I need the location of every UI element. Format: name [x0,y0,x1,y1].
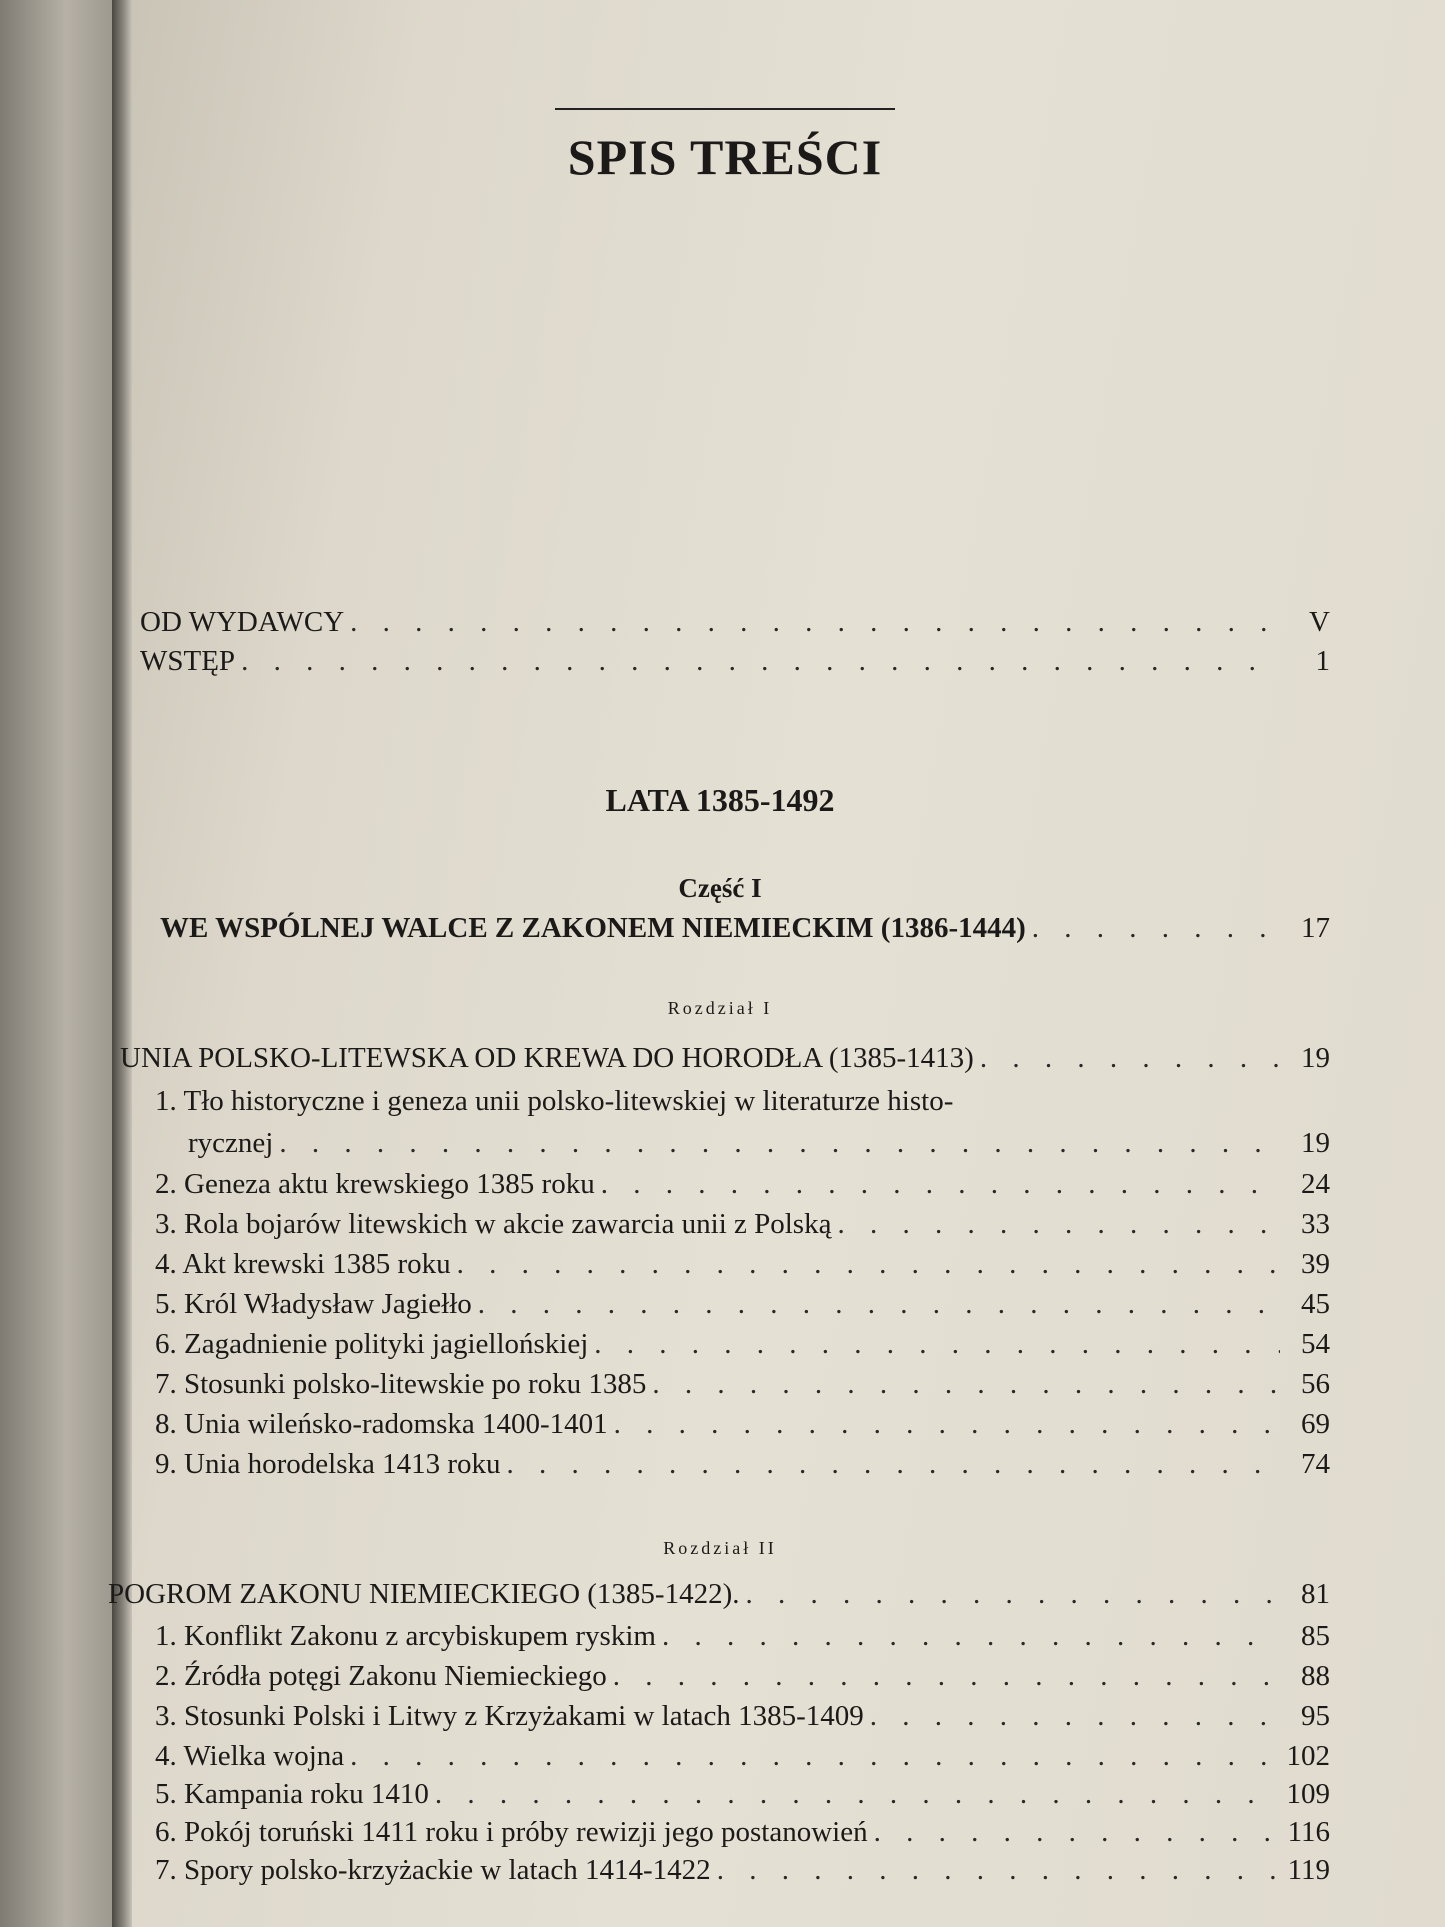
leader-dots [457,1248,1280,1281]
toc-item-page: 109 [1286,1778,1330,1810]
toc-entry-page: 1 [1315,645,1330,677]
chapter-label: Rozdział I [667,998,773,1018]
leader-dots [350,606,1280,639]
leader-dots [614,1408,1280,1441]
toc-item [155,1288,1330,1321]
toc-item-page: 119 [1287,1854,1330,1886]
chapter-heading-page: 19 [1301,1042,1330,1074]
chapter-label: Rozdział II [663,1538,777,1558]
toc-entry-page: V [1309,606,1330,638]
toc-item-page: 74 [1301,1448,1330,1480]
chapter-heading-page: 81 [1301,1578,1330,1610]
leader-dots [478,1288,1280,1321]
toc-entry-label: WSTĘP [140,645,236,677]
part-label: Część I [678,873,762,903]
leader-dots [594,1328,1280,1361]
chapter-heading [108,1578,1330,1611]
leader-dots [613,1660,1280,1693]
toc-item-label: 3. Stosunki Polski i Litwy z Krzyżakami w latach 1385-1409 [155,1700,864,1732]
toc-item [155,1248,1330,1281]
toc-item-label: 5. Kampania roku 1410 [155,1778,429,1810]
toc-item-page: 39 [1301,1248,1330,1280]
toc-item [155,1816,1330,1849]
leader-dots [717,1854,1280,1887]
toc-item [155,1448,1330,1481]
leader-dots [279,1127,1280,1160]
toc-item-label: 7. Stosunki polsko-litewskie po roku 1385 [155,1368,647,1400]
toc-entry-label: OD WYDAWCY [140,606,345,638]
toc-item [155,1778,1330,1811]
chapter-heading-title: POGROM ZAKONU NIEMIECKIEGO (1385-1422). [108,1578,740,1610]
leader-dots [870,1700,1280,1733]
chapter-heading [120,1042,1330,1075]
toc-entry-wstep [140,645,1330,678]
toc-item-page: 85 [1301,1620,1330,1652]
adjacent-page-edge [0,0,120,1927]
leader-dots [874,1816,1280,1849]
toc-item-page: 33 [1301,1208,1330,1240]
toc-item-label: 4. Akt krewski 1385 roku [155,1248,451,1280]
part-heading-page: 17 [1301,912,1330,944]
leader-dots [837,1208,1280,1241]
toc-item [155,1660,1330,1693]
era-title: LATA 1385-1492 [605,782,835,818]
toc-item-label: 6. Pokój toruński 1411 roku i próby rewizji jego postanowień [155,1816,868,1848]
toc-item-label: 7. Spory polsko-krzyżackie w latach 1414-1422 [155,1854,711,1886]
toc-item-label: 5. Król Władysław Jagiełło [155,1288,472,1320]
toc-item-label: 2. Źródła potęgi Zakonu Niemieckiego [155,1660,607,1692]
leader-dots [746,1578,1280,1611]
leader-dots [662,1620,1280,1653]
toc-item [155,1700,1330,1733]
toc-item-page: 19 [1301,1127,1330,1159]
toc-item [155,1328,1330,1361]
toc-item [155,1408,1330,1441]
toc-item-page: 56 [1301,1368,1330,1400]
toc-item-page: 54 [1301,1328,1330,1360]
toc-item-page: 116 [1287,1816,1330,1848]
book-gutter [112,0,132,1927]
leader-dots [652,1368,1280,1401]
toc-entry-od-wydawcy [140,606,1330,639]
part-heading [160,912,1330,945]
leader-dots [1032,912,1280,945]
toc-item-label: 8. Unia wileńsko-radomska 1400-1401 [155,1408,608,1440]
toc-item [155,1620,1330,1653]
leader-dots [601,1168,1280,1201]
toc-item [155,1368,1330,1401]
toc-item [155,1854,1330,1887]
toc-item-label: 2. Geneza aktu krewskiego 1385 roku [155,1168,595,1200]
page-title: SPIS TREŚCI [567,129,883,185]
toc-item-page: 88 [1301,1660,1330,1692]
leader-dots [350,1740,1280,1773]
leader-dots [241,645,1280,678]
toc-item [155,1168,1330,1201]
toc-item-page: 95 [1301,1700,1330,1732]
toc-item-page: 45 [1301,1288,1330,1320]
toc-item [155,1208,1330,1241]
toc-item-line: 1. Tło historyczne i geneza unii polsko-litewskiej w literaturze histo- [155,1085,954,1117]
toc-item-label: 4. Wielka wojna [155,1740,345,1772]
toc-item-label: 9. Unia horodelska 1413 roku [155,1448,501,1480]
leader-dots [507,1448,1280,1481]
toc-item-label: 6. Zagadnienie polityki jagiellońskiej [155,1328,589,1360]
toc-item-label: rycznej [188,1127,274,1159]
toc-item [155,1740,1330,1773]
toc-item-page: 102 [1286,1740,1330,1772]
toc-item-label: 3. Rola bojarów litewskich w akcie zawarcia unii z Polską [155,1208,832,1240]
chapter-heading-title: UNIA POLSKO-LITEWSKA OD KREWA DO HORODŁA (1385-1413) [120,1042,974,1074]
leader-dots [980,1042,1280,1075]
leader-dots [435,1778,1280,1811]
toc-item [188,1127,1330,1160]
toc-item-label: 1. Konflikt Zakonu z arcybiskupem ryskim [155,1620,656,1652]
toc-item-page: 24 [1301,1168,1330,1200]
title-rule [555,108,895,110]
toc-item-page: 69 [1301,1408,1330,1440]
part-heading-title: WE WSPÓLNEJ WALCE Z ZAKONEM NIEMIECKIM (1386-1444) [160,912,1026,944]
